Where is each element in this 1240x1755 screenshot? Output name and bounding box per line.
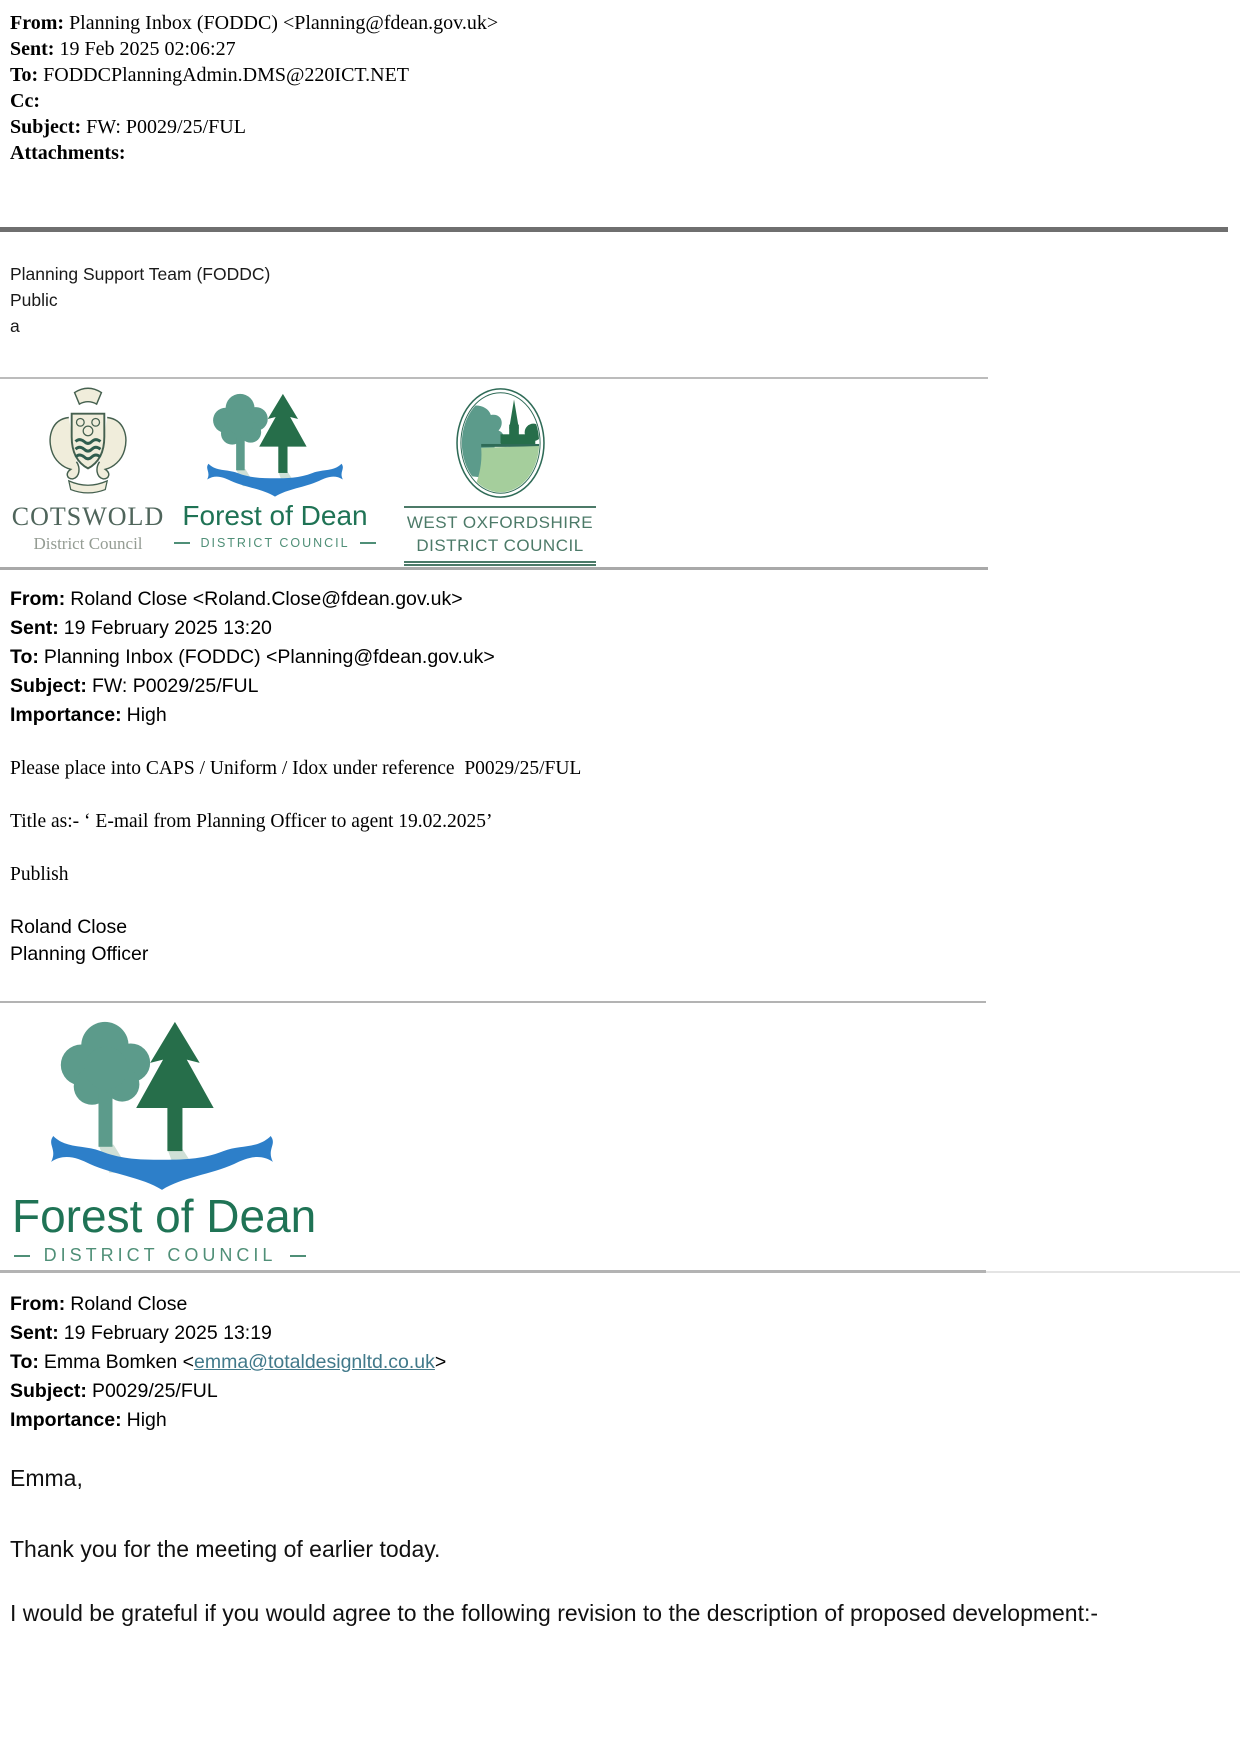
banner-text: [10, 261, 270, 339]
header-divider-rule: [0, 227, 1228, 232]
west-oxfordshire-line2: DISTRICT COUNCIL: [416, 536, 584, 555]
attachments-label: Attachments:: [10, 142, 126, 164]
from-label: From:: [10, 588, 66, 610]
signature-logo-subtitle-row: [14, 1245, 306, 1266]
dash-decoration: [14, 1255, 30, 1257]
email3-subject-row: [10, 1377, 446, 1406]
forest-of-dean-logo-unit: [182, 386, 368, 550]
sent-label: Sent:: [10, 617, 59, 639]
email1-to-row: [10, 62, 498, 88]
email2-signature-text: [10, 914, 148, 968]
from-value: Planning Inbox (FODDC) <Planning@fdean.gov.uk>: [69, 12, 499, 34]
forest-of-dean-title: Forest of Dean: [182, 500, 368, 531]
west-oxfordshire-logo-unit: [404, 386, 596, 566]
email3-importance-row: [10, 1406, 446, 1435]
email1-header: [10, 10, 498, 166]
email1-sent-row: [10, 36, 498, 62]
to-value: FODDCPlanningAdmin.DMS@220ICT.NET: [43, 64, 410, 86]
forest-of-dean-trees-icon-large: [38, 1009, 286, 1192]
council-logo-strip: [0, 377, 988, 570]
cotswold-title: COTSWOLD: [11, 502, 165, 531]
importance-value: High: [126, 704, 167, 726]
to-label: To:: [10, 64, 39, 86]
subject-label: Subject:: [10, 675, 87, 697]
dash-decoration: [360, 542, 376, 544]
west-oxfordshire-badge-icon: [453, 386, 548, 500]
subject-value: FW: P0029/25/FUL: [91, 675, 259, 697]
to-label: To:: [10, 1351, 39, 1373]
email3-sent-row: [10, 1319, 446, 1348]
dash-decoration: [174, 542, 190, 544]
recipient-email-link[interactable]: emma@totaldesignltd.co.uk: [193, 1351, 435, 1373]
signature-role: Planning Officer: [10, 943, 149, 965]
to-suffix: >: [434, 1351, 447, 1373]
importance-value: High: [126, 1409, 167, 1431]
cotswold-crest-icon: [40, 386, 136, 498]
sent-value: 19 Feb 2025 02:06:27: [59, 38, 236, 60]
sent-label: Sent:: [10, 38, 55, 60]
email2-from-row: [10, 585, 495, 614]
planning-support-team-line: Planning Support Team (FODDC): [10, 264, 271, 284]
email2-subject-row: [10, 672, 495, 701]
signature-logo-subtitle: DISTRICT COUNCIL: [43, 1245, 277, 1265]
sent-value: 19 February 2025 13:20: [63, 617, 272, 639]
email1-from-row: [10, 10, 498, 36]
email3-header: [10, 1290, 446, 1435]
email3-greeting: Emma,: [10, 1465, 83, 1491]
importance-label: Importance:: [10, 1409, 122, 1431]
email2-sent-row: [10, 614, 495, 643]
email3-paragraph1: Thank you for the meeting of earlier today.: [10, 1536, 441, 1562]
from-label: From:: [10, 1293, 66, 1315]
email2-importance-row: [10, 701, 495, 730]
email3-paragraph2: I would be grateful if you would agree to the following revision to the description of proposed development:-: [10, 1600, 1099, 1626]
signature-logo-block: [0, 1001, 986, 1273]
from-value: Roland Close <Roland.Close@fdean.gov.uk>: [70, 588, 463, 610]
dash-decoration: [290, 1255, 306, 1257]
sent-label: Sent:: [10, 1322, 59, 1344]
email2-body-line3: Publish: [10, 864, 69, 885]
subject-value: FW: P0029/25/FUL: [86, 116, 246, 138]
forest-of-dean-subtitle-row: [174, 536, 375, 550]
email3-body: [10, 1463, 1160, 1629]
to-prefix: Emma Bomken <: [43, 1351, 194, 1373]
importance-label: Importance:: [10, 704, 122, 726]
subject-value: P0029/25/FUL: [91, 1380, 218, 1402]
sent-value: 19 February 2025 13:19: [63, 1322, 272, 1344]
signature-block-light-divider: [986, 1271, 1240, 1273]
email2-body: [10, 756, 581, 915]
subject-label: Subject:: [10, 1380, 87, 1402]
email1-attachments-row: [10, 140, 498, 166]
to-label: To:: [10, 646, 39, 668]
west-oxfordshire-caption: [404, 506, 596, 566]
email1-subject-row: [10, 114, 498, 140]
email3-to-row: [10, 1348, 446, 1377]
from-label: From:: [10, 12, 65, 34]
from-value: Roland Close: [70, 1293, 188, 1315]
email2-body-line2: Title as:- ‘ E-mail from Planning Officer to agent 19.02.2025’: [10, 811, 493, 832]
email3-from-row: [10, 1290, 446, 1319]
email1-cc-row: [10, 88, 498, 114]
cotswold-subtitle: District Council: [33, 534, 143, 553]
email2-body-line1: Please place into CAPS / Uniform / Idox under reference P0029/25/FUL: [10, 758, 582, 779]
west-oxfordshire-line1: WEST OXFORDSHIRE: [406, 513, 594, 532]
email2-header: [10, 585, 495, 730]
signature-logo-title: Forest of Dean: [12, 1190, 317, 1242]
forest-of-dean-trees-icon: [199, 386, 351, 498]
to-value: Planning Inbox (FODDC) <Planning@fdean.gov.uk>: [43, 646, 495, 668]
forest-of-dean-subtitle: DISTRICT COUNCIL: [200, 536, 350, 550]
classification-line: Public: [10, 290, 58, 310]
signature-name: Roland Close: [10, 916, 128, 938]
stray-character: a: [10, 316, 20, 336]
subject-label: Subject:: [10, 116, 82, 138]
cotswold-logo-unit: [12, 386, 164, 554]
email2-to-row: [10, 643, 495, 672]
cc-label: Cc:: [10, 90, 40, 112]
